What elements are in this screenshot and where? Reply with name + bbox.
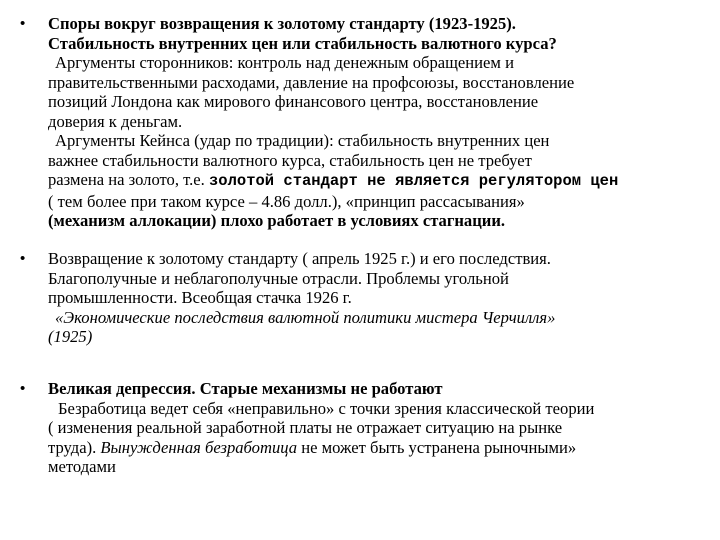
bullet-body — [48, 249, 714, 347]
bullet-marker: • — [20, 15, 26, 32]
depression-line-3-tail: не может быть устранена рыночными» — [297, 437, 577, 457]
pro-line-3: позиций Лондона как мирового финансового центра, восстановление — [48, 92, 539, 111]
depression-line-1: Безработица ведет себя «неправильно» с точки зрения классической теории — [58, 398, 595, 418]
pro-line-4: доверия к деньгам. — [48, 111, 183, 131]
depression-heading: Великая депрессия. Старые механизмы не работают — [48, 379, 443, 398]
keynes-line-3 — [48, 170, 714, 192]
heading-line-1: Споры вокруг возвращения к золотому стандарту (1923-1925). — [48, 14, 516, 33]
depression-line-4: методами — [48, 457, 116, 476]
quote-line-1: «Экономические последствия валютной политики мистера Черчилля» — [55, 307, 556, 327]
depression-line-2: ( изменения реальной заработной платы не отражает ситуацию на рынке — [48, 418, 563, 437]
bullet-body — [48, 379, 714, 477]
keynes-line-4: ( тем более при таком курсе – 4.86 долл.), «принцип рассасывания» — [48, 191, 525, 211]
bullet-item-gold-standard-debate — [20, 14, 714, 231]
heading-line-2: Стабильность внутренних цен или стабильность валютного курса? — [48, 33, 557, 53]
quote-line-2: (1925) — [48, 327, 93, 346]
pro-line-2: правительственными расходами, давление на профсоюзы, восстановление — [48, 72, 575, 92]
bullet-body — [48, 14, 714, 231]
depression-line-3-plain: труда). — [48, 437, 101, 457]
bullet-item-great-depression — [20, 379, 714, 477]
bullet-marker: • — [20, 380, 26, 397]
return-line-1: Возвращение к золотому стандарту ( апрель 1925 г.) и его последствия. — [48, 249, 551, 268]
depression-line-3 — [48, 438, 714, 458]
return-line-3: промышленности. Всеобщая стачка 1926 г. — [48, 288, 352, 307]
keynes-line-5: (механизм аллокации) плохо работает в условиях стагнации. — [48, 211, 506, 230]
keynes-line-3-emphasis: золотой стандарт не является регулятором цен — [208, 172, 619, 190]
return-line-2: Благополучные и неблагополучные отрасли. Проблемы угольной — [48, 268, 509, 288]
bullet-item-return-to-gold — [20, 249, 714, 347]
keynes-line-2: важнее стабильности валютного курса, стабильность цен не требует — [48, 150, 532, 170]
keynes-line-3-plain: размена на золото, т.е. — [48, 170, 209, 189]
bullet-marker: • — [20, 250, 26, 267]
keynes-line-1: Аргументы Кейнса (удар по традиции): стабильность внутренних цен — [55, 131, 550, 150]
depression-line-3-italic: Вынужденная безработица — [100, 437, 298, 457]
pro-line-1: Аргументы сторонников: контроль над денежным обращением и — [55, 53, 514, 72]
